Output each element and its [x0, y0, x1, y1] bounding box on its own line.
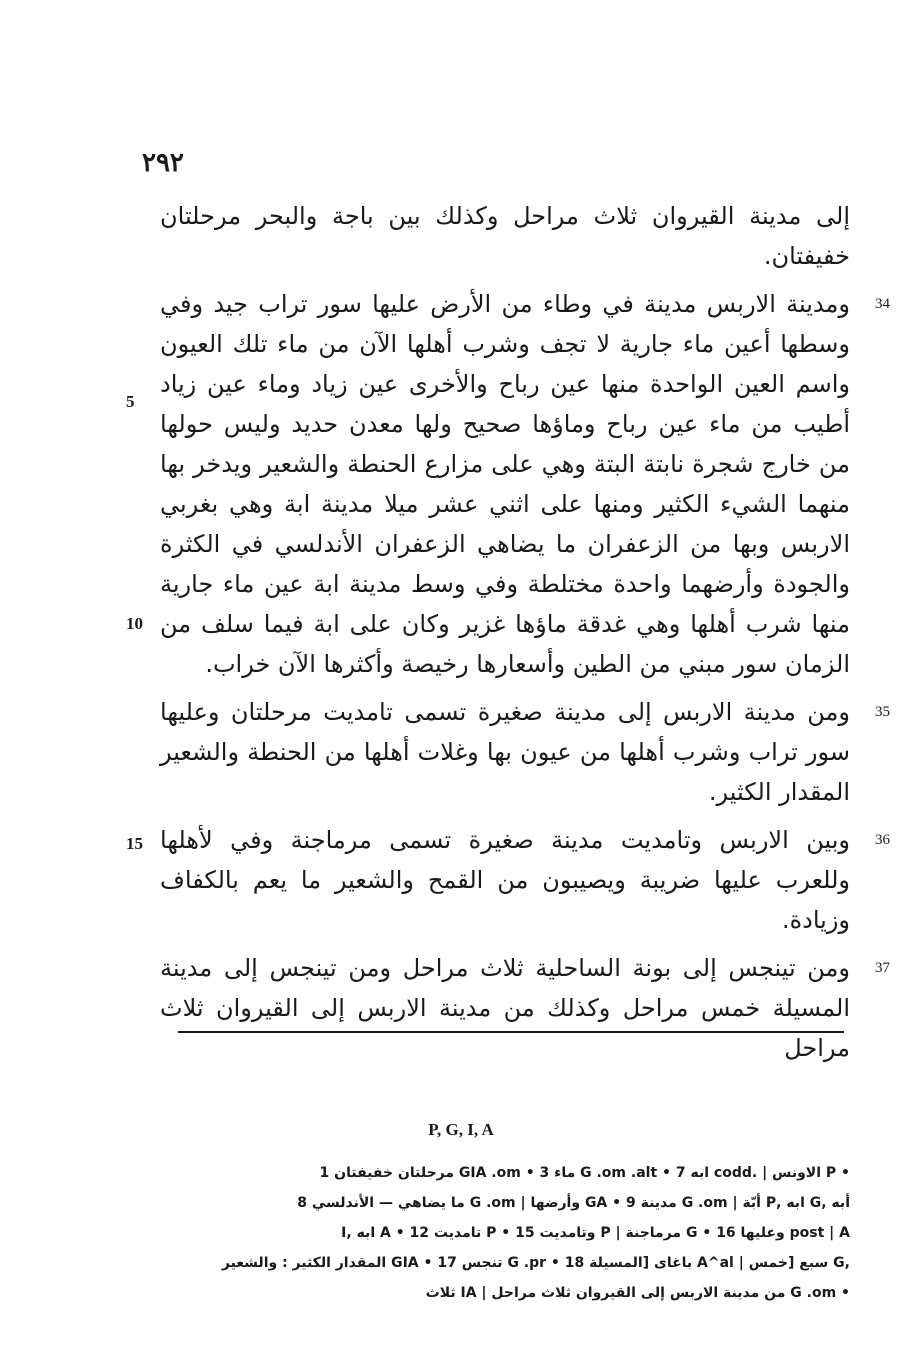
- paragraph-number: 36: [875, 832, 890, 848]
- paragraph-text: ومن تينجس إلى بونة الساحلية ثلاث مراحل ومن تينجس إلى مدينة المسيلة خمس مراحل وكذلك من مدينة الاربس إلى القيروان ثلاث مراحل: [160, 954, 850, 1062]
- main-text: [160, 196, 890, 1076]
- footnote-separator: [178, 1031, 844, 1033]
- apparatus-line: أبه ,G ابه ,P أبّة | G .om مدينة 9 • GA وأرضها | G .om ما يضاهي — الأندلسي 8: [297, 1195, 850, 1211]
- manuscript-sigla: P, G, I, A: [428, 1120, 494, 1139]
- apparatus-line: post | A وعليها 16 • G مرماجنة | P وتامديت 15 • P تامديت 12 • A ابه ,I: [341, 1225, 850, 1241]
- paragraph-number: 34: [875, 296, 890, 312]
- paragraph-number: 37: [875, 960, 890, 976]
- paragraph-text: ومدينة الاربس مدينة في وطاء من الأرض عليها سور تراب جيد وفي وسطها أعين ماء جارية لا تجف وشرب أهلها الآن من ماء تلك العيون واسم العين الواحدة منها عين رباح والأخرى عين زياد وماء عين زياد أطيب من ماء عين رباح وماؤها صحيح ولها معدن حديد وليس حولها من خارج شجرة نابتة البتة وهي على مزارع الحنطة والشعير ويدخر بها منهما الشيء الكثير ومنها على اثني عشر ميلا مدينة ابة وهي بغربي الاربس وبها من الزعفران ما يضاهي الزعفران الأندلسي في الكثرة والجودة وأرضهما واحدة مختلطة وفي وسط مدينة ابة عين ماء جارية منها شرب أهلها وهي غدقة ماؤها غزير وكان على ابة فيما سلف من الزمان سور مبني من الطين وأسعارها رخيصة وأكثرها الآن خراب.: [160, 290, 850, 678]
- paragraph-text: إلى مدينة القيروان ثلاث مراحل وكذلك بين باجة والبحر مرحلتان خفيفتان.: [160, 202, 850, 270]
- paragraph: [160, 196, 850, 276]
- apparatus-line: • G .om من مدينة الاربس إلى القيروان ثلاث مراحل | IA ثلاث: [425, 1285, 850, 1301]
- paragraph-text: وبين الاربس وتامديت مدينة صغيرة تسمى مرماجنة وفي لأهلها وللعرب عليها ضريبة ويصيبون من القمح والشعير ما يعم بالكفاف وزيادة.: [160, 826, 850, 934]
- apparatus-line: • P الاونس | .codd ابه 7 • G .om .alt ماء 3 • GIA .om مرحلتان خفيفتان 1: [319, 1165, 850, 1181]
- apparatus-line: ,G سبع [خمس | A^al باغاى [المسيلة 18 • G .pr تنجس 17 • GIA المقدار الكثير : والشعير: [221, 1255, 850, 1271]
- page-number: ٢٩٢: [142, 148, 184, 178]
- paragraph-text: ومن مدينة الاربس إلى مدينة صغيرة تسمى تامديت مرحلتان وعليها سور تراب وشرب أهلها من عيون بها وغلات أهلها من الحنطة والشعير المقدار الكثير.: [160, 698, 850, 806]
- line-number-marker: 10: [126, 614, 143, 633]
- paragraph-number: 35: [875, 704, 890, 720]
- critical-apparatus: [182, 1158, 850, 1308]
- paragraph: [160, 284, 890, 684]
- paragraph: [160, 820, 890, 940]
- line-number-marker: 15: [126, 834, 143, 853]
- paragraph: [160, 692, 890, 812]
- line-number-marker: 5: [126, 392, 135, 411]
- paragraph: [160, 948, 890, 1068]
